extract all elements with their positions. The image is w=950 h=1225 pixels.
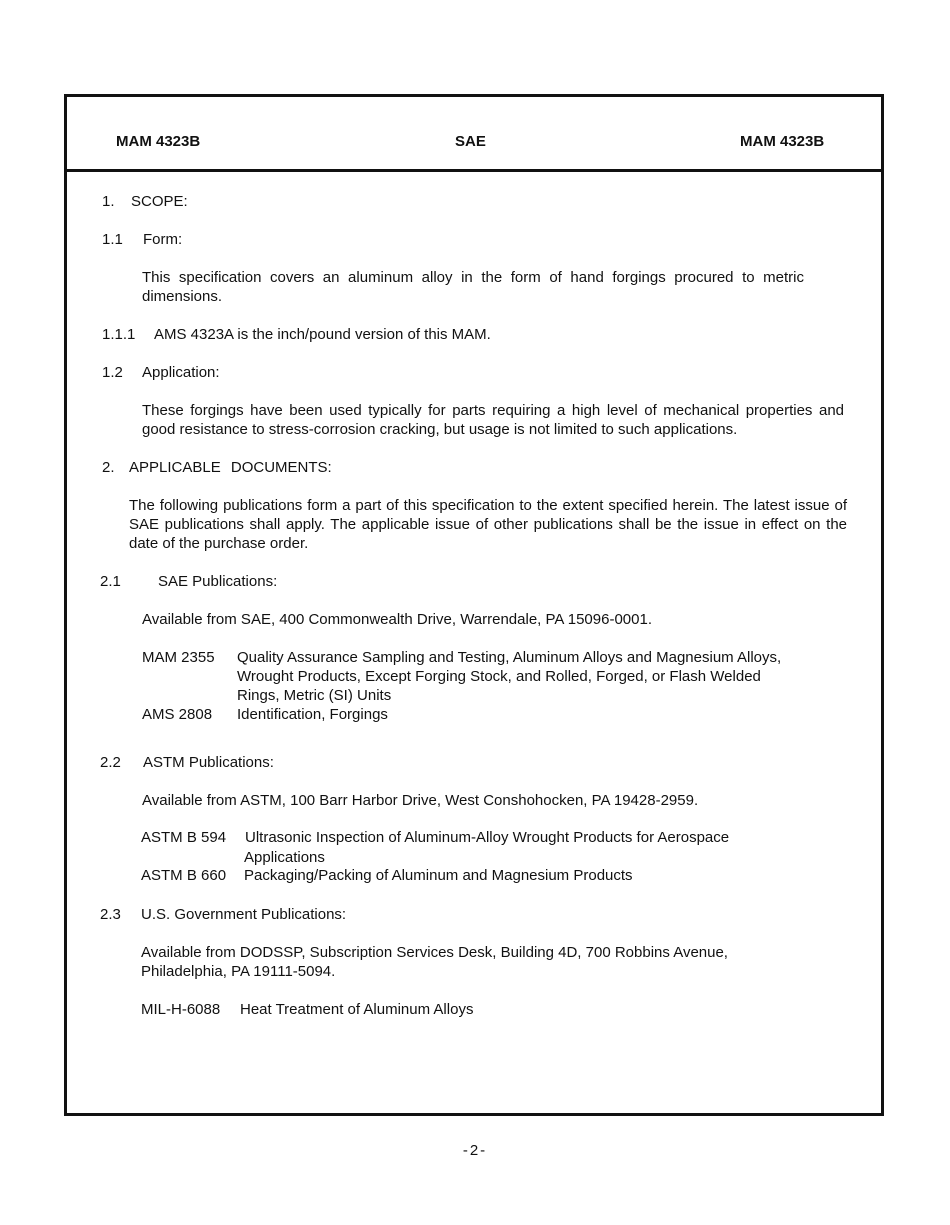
section-1-1-text: This specification covers an aluminum alloy in the form of hand forgings procured to metric dimensions. (142, 269, 804, 306)
section-2-1-heading (100, 572, 277, 591)
section-2-3-availability: Available from DODSSP, Subscription Services Desk, Building 4D, 700 Robbins Avenue, Philadelphia, PA 19111-5094. (141, 944, 728, 981)
header-doc-id-right: MAM 4323B (740, 133, 825, 150)
section-number: 1. (102, 193, 115, 210)
section-title: SCOPE: (131, 193, 188, 210)
reference-title-line: Applications (244, 849, 325, 866)
reference-id: ASTM B 594 (141, 829, 227, 846)
section-text: AMS 4323A is the inch/pound version of this MAM. (154, 326, 491, 343)
section-title: SAE Publications: (158, 573, 278, 590)
reference-title-line: Rings, Metric (SI) Units (237, 687, 392, 704)
section-title: Form: (143, 231, 183, 248)
reference-title-line: Ultrasonic Inspection of Aluminum-Alloy Wrought Products for Aerospace (245, 829, 730, 846)
section-title: U.S. Government Publications: (141, 906, 347, 923)
section-1-2-heading (102, 363, 220, 382)
header-doc-id-left: MAM 4323B (116, 133, 201, 150)
section-title: Application: (142, 364, 220, 381)
reference-id: AMS 2808 (142, 706, 213, 723)
reference-title-line: Identification, Forgings (237, 706, 388, 723)
reference-id: MAM 2355 (142, 649, 215, 666)
section-number: 2. (102, 459, 115, 476)
page-number: -2- (462, 1142, 488, 1159)
reference-title-line: Packaging/Packing of Aluminum and Magnesium Products (244, 867, 633, 884)
section-1-heading (102, 192, 188, 211)
reference-title-line: Heat Treatment of Aluminum Alloys (240, 1001, 474, 1018)
section-2-2-heading (100, 753, 274, 772)
section-2-text: The following publications form a part of this specification to the extent specified herein. The latest issue of SAE publications shall apply. The applicable issue of other publications shall be the issue in effect on the date of the purchase order. (129, 497, 847, 553)
reference-id: ASTM B 660 (141, 867, 227, 884)
section-2-heading (102, 458, 332, 477)
section-number: 2.1 (100, 573, 121, 590)
header-org: SAE (455, 133, 486, 150)
section-1-1-heading (102, 230, 182, 249)
section-2-2-availability: Available from ASTM, 100 Barr Harbor Drive, West Conshohocken, PA 19428-2959. (142, 792, 699, 809)
section-2-1-availability: Available from SAE, 400 Commonwealth Drive, Warrendale, PA 15096-0001. (142, 611, 652, 628)
reference-id: MIL-H-6088 (141, 1001, 221, 1018)
section-number: 2.3 (100, 906, 121, 923)
reference-title-line: Quality Assurance Sampling and Testing, Aluminum Alloys and Magnesium Alloys, (237, 649, 782, 666)
section-title: APPLICABLE DOCUMENTS: (129, 459, 332, 476)
section-number: 1.1 (102, 231, 123, 248)
section-1-2-text: These forgings have been used typically for parts requiring a high level of mechanical properties and good resistance to stress-corrosion cracking, but usage is not limited to such applications. (142, 402, 844, 439)
section-number: 1.1.1 (102, 326, 136, 343)
page-header (67, 97, 881, 172)
reference-title-line: Wrought Products, Except Forging Stock, and Rolled, Forged, or Flash Welded (237, 668, 761, 685)
section-title: ASTM Publications: (143, 754, 274, 771)
section-number: 1.2 (102, 364, 123, 381)
section-1-1-1 (102, 325, 491, 344)
section-2-3-heading (100, 905, 346, 924)
section-number: 2.2 (100, 754, 121, 771)
